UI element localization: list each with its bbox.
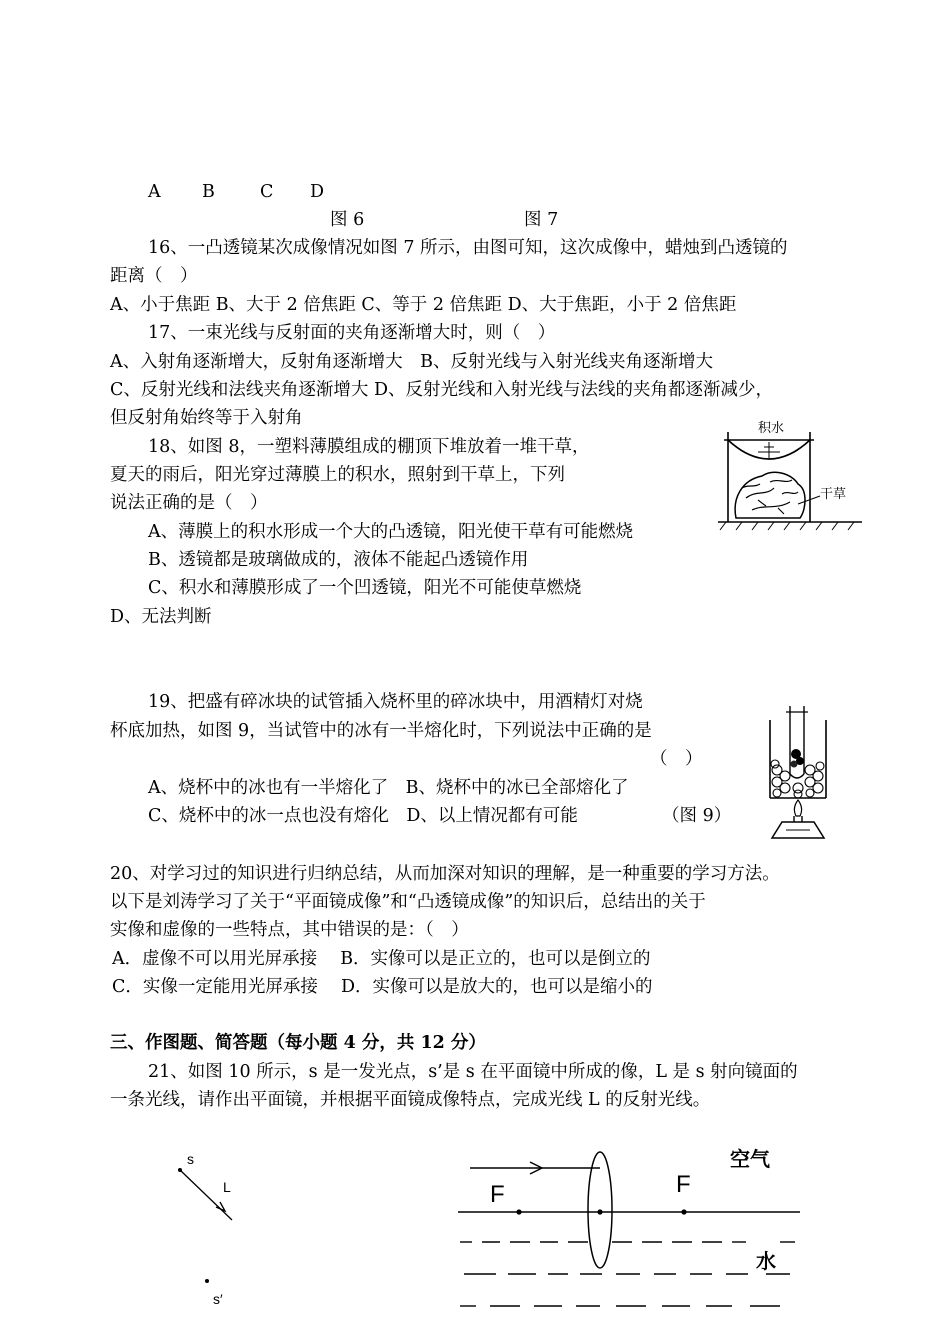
section-3-heading: 三、作图题、简答题（每小题 4 分，共 12 分） <box>110 1033 486 1053</box>
fig10-label-L: L <box>223 1179 231 1195</box>
q20-options-ab: A．虚像不可以用光屏承接 B．实像可以是正立的，也可以是倒立的 <box>112 949 651 969</box>
q20-stem-line2: 以下是刘涛学习了关于“平面镜成像”和“凸透镜成像”的知识后，总结出的关于 <box>110 892 706 912</box>
q18-option-d: D、无法判断 <box>110 607 212 627</box>
q18-option-c: C、积水和薄膜形成了一个凹透镜，阳光不可能使草燃烧 <box>148 578 582 598</box>
q19-answer-bracket: （ ） <box>650 749 703 769</box>
figure-6-caption: 图 6 <box>330 210 365 230</box>
figure-8-greenhouse <box>712 418 868 540</box>
q18-option-b: B、透镜都是玻璃做成的，液体不能起凸透镜作用 <box>148 550 529 570</box>
lens-label-f-right: F <box>676 1171 691 1198</box>
fig8-label-hay: 干草 <box>820 486 847 501</box>
q17-options-cd: C、反射光线和法线夹角逐渐增大 D、反射光线和入射光线与法线的夹角都逐渐减少， <box>110 380 773 400</box>
q16-stem-line1: 16、一凸透镜某次成像情况如图 7 所示，由图可知，这次成像中，蜡烛到凸透镜的 <box>148 238 788 258</box>
figure-9-caption: （图 9） <box>662 806 732 826</box>
figure-9-beaker <box>760 704 840 846</box>
q19-options-ab: A、烧杯中的冰也有一半熔化了 B、烧杯中的冰已全部熔化了 <box>148 778 629 798</box>
q20-stem-line3: 实像和虚像的一些特点，其中错误的是：（ ） <box>110 920 469 940</box>
q17-stem: 17、一束光线与反射面的夹角逐渐增大时，则（ ） <box>148 323 556 343</box>
q20-stem-line1: 20、对学习过的知识进行归纳总结，从而加深对知识的理解，是一种重要的学习方法。 <box>110 864 780 884</box>
figure-10-mirror-diagram <box>165 1140 275 1320</box>
q17-options-ab: A、入射角逐渐增大，反射角逐渐增大 B、反射光线与入射光线夹角逐渐增大 <box>110 352 713 372</box>
option-c-label: C <box>260 182 274 202</box>
q18-stem-line3: 说法正确的是（ ） <box>110 493 268 513</box>
q19-stem-line1: 19、把盛有碎冰块的试管插入烧杯里的碎冰块中，用酒精灯对烧 <box>148 692 643 712</box>
q19-options-cd: C、烧杯中的冰一点也没有熔化 D、以上情况都有可能 <box>148 806 578 826</box>
q20-options-cd: C．实像一定能用光屏承接 D．实像可以是放大的，也可以是缩小的 <box>112 977 653 997</box>
q16-stem-line2: 距离（ ） <box>110 266 198 286</box>
q21-stem-line1: 21、如图 10 所示，s 是一发光点，s’是 s 在平面镜中所成的像，L 是 s 射向镜面的 <box>148 1062 798 1082</box>
figure-7-caption: 图 7 <box>524 210 559 230</box>
figure-lens-water-diagram <box>450 1140 810 1320</box>
q19-stem-line2: 杯底加热，如图 9，当试管中的冰有一半熔化时，下列说法中正确的是 <box>110 721 652 741</box>
lens-label-f-left: F <box>490 1181 505 1208</box>
fig10-label-s-prime: s′ <box>213 1291 223 1307</box>
fig8-label-water: 积水 <box>758 420 785 435</box>
q16-options: A、小于焦距 B、大于 2 倍焦距 C、等于 2 倍焦距 D、大于焦距，小于 2 倍焦距 <box>110 295 737 315</box>
q17-options-continued: 但反射角始终等于入射角 <box>110 408 303 428</box>
q18-stem-line1: 18、如图 8，一塑料薄膜组成的棚顶下堆放着一堆干草， <box>148 437 590 457</box>
option-d-label: D <box>310 182 325 202</box>
option-a-label: A <box>148 182 161 202</box>
q21-stem-line2: 一条光线，请作出平面镜，并根据平面镜成像特点，完成光线 L 的反射光线。 <box>110 1090 711 1110</box>
label-water: 水 <box>756 1251 776 1273</box>
q18-stem-line2: 夏天的雨后，阳光穿过薄膜上的积水，照射到干草上，下列 <box>110 465 565 485</box>
label-air: 空气 <box>730 1149 770 1171</box>
fig10-label-s: s <box>187 1151 194 1167</box>
option-b-label: B <box>202 182 215 202</box>
q18-option-a: A、薄膜上的积水形成一个大的凸透镜，阳光使干草有可能燃烧 <box>148 522 634 542</box>
